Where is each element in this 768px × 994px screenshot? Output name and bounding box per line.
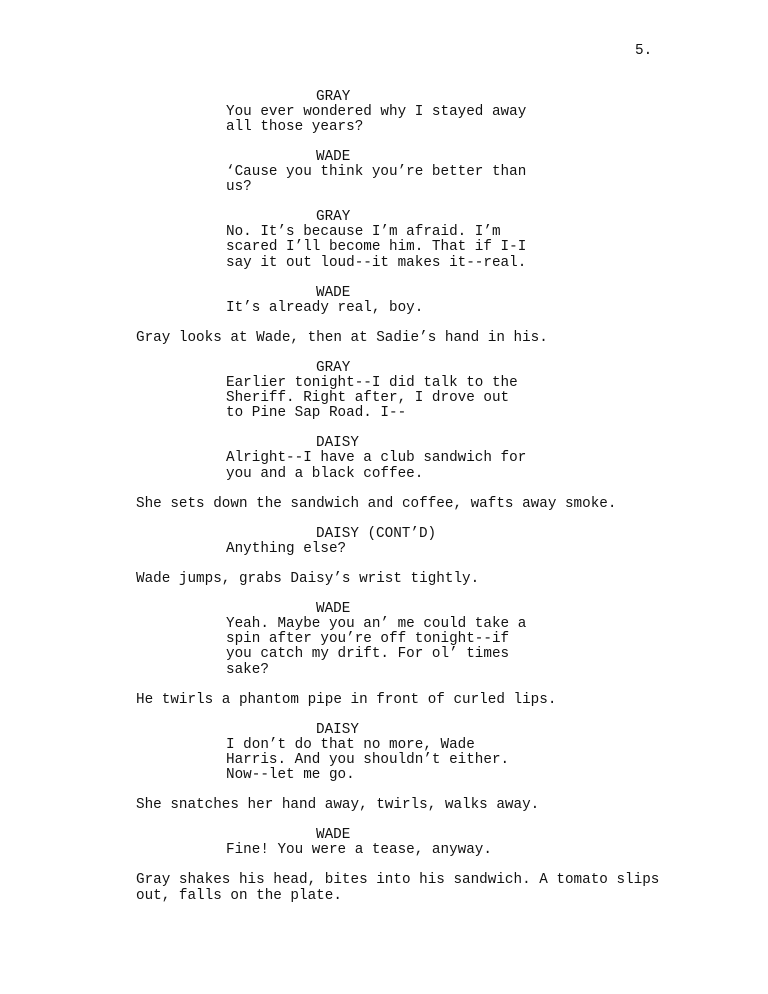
- dialogue-line: Yeah. Maybe you an’ me could take a: [226, 616, 527, 632]
- dialogue-line: Anything else?: [226, 541, 347, 557]
- dialogue-line: ‘Cause you think you’re better than: [226, 164, 527, 180]
- dialogue-line: sake?: [226, 662, 269, 678]
- dialogue-line: No. It’s because I’m afraid. I’m: [226, 224, 501, 240]
- dialogue-line: all those years?: [226, 119, 364, 135]
- character-name: GRAY: [316, 89, 351, 105]
- action-line: Gray shakes his head, bites into his sandwich. A tomato slips: [136, 872, 660, 888]
- action-line: She snatches her hand away, twirls, walks away.: [136, 797, 540, 813]
- page-number: 5.: [635, 43, 653, 59]
- dialogue-line: us?: [226, 179, 252, 195]
- character-name: GRAY: [316, 360, 351, 376]
- dialogue-line: I don’t do that no more, Wade: [226, 737, 475, 753]
- dialogue-line: Now--let me go.: [226, 767, 355, 783]
- dialogue-line: You ever wondered why I stayed away: [226, 104, 527, 120]
- character-name: WADE: [316, 601, 351, 617]
- character-name: DAISY: [316, 435, 359, 451]
- dialogue-line: Fine! You were a tease, anyway.: [226, 842, 492, 858]
- character-name: WADE: [316, 827, 351, 843]
- character-name: WADE: [316, 285, 351, 301]
- dialogue-line: say it out loud--it makes it--real.: [226, 255, 527, 271]
- dialogue-line: Sheriff. Right after, I drove out: [226, 390, 510, 406]
- action-line: out, falls on the plate.: [136, 888, 342, 904]
- dialogue-line: Alright--I have a club sandwich for: [226, 450, 527, 466]
- dialogue-line: Harris. And you shouldn’t either.: [226, 752, 510, 768]
- action-line: She sets down the sandwich and coffee, wafts away smoke.: [136, 496, 617, 512]
- dialogue-line: scared I’ll become him. That if I-I: [226, 239, 527, 255]
- action-line: Wade jumps, grabs Daisy’s wrist tightly.: [136, 571, 480, 587]
- dialogue-line: you and a black coffee.: [226, 466, 424, 482]
- character-name: DAISY: [316, 722, 359, 738]
- character-name: WADE: [316, 149, 351, 165]
- dialogue-line: spin after you’re off tonight--if: [226, 631, 510, 647]
- dialogue-line: to Pine Sap Road. I--: [226, 405, 407, 421]
- character-name: GRAY: [316, 209, 351, 225]
- action-line: Gray looks at Wade, then at Sadie’s hand in his.: [136, 330, 548, 346]
- action-line: He twirls a phantom pipe in front of curled lips.: [136, 692, 557, 708]
- character-name: DAISY (CONT’D): [316, 526, 437, 542]
- dialogue-line: you catch my drift. For ol’ times: [226, 646, 510, 662]
- dialogue-line: It’s already real, boy.: [226, 300, 424, 316]
- dialogue-line: Earlier tonight--I did talk to the: [226, 375, 518, 391]
